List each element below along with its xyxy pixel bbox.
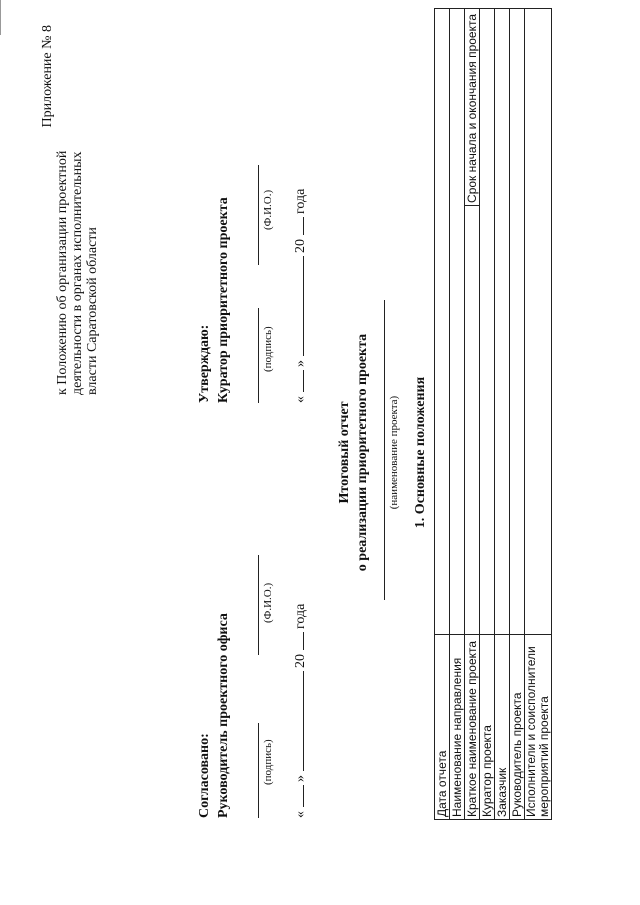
row-value-cell — [495, 9, 510, 635]
row-label: Краткое наименование проекта — [465, 635, 480, 820]
project-name-caption: (наименование проекта) — [388, 395, 400, 510]
row-label-line-1: Исполнители и соисполнители — [524, 646, 538, 817]
row-value-cell — [510, 9, 525, 635]
approved-date-line — [293, 189, 309, 403]
row-label-line-2: мероприятий проекта — [537, 696, 551, 817]
row-value-cell — [480, 9, 495, 635]
row-label: Заказчик — [495, 635, 510, 820]
agreed-position: Руководитель проектного офиса — [216, 613, 231, 818]
row-label — [525, 635, 552, 820]
agreed-signature-line — [258, 723, 259, 818]
row-label: Дата отчета — [435, 635, 450, 820]
table-row — [525, 9, 552, 820]
approved-year-suffix: года — [293, 188, 308, 214]
project-info-table — [434, 8, 552, 820]
annex-line-1: к Положению об организации проектной — [55, 150, 70, 395]
approved-signature-line — [258, 308, 259, 403]
row-value-cell — [450, 9, 465, 635]
project-name-line — [384, 300, 385, 600]
approved-heading: Утверждаю: — [197, 324, 212, 403]
table-row — [450, 9, 465, 820]
row-label: Наименование направления — [450, 635, 465, 820]
report-title: Итоговый отчет — [337, 401, 352, 504]
row-label: Руководитель проекта — [510, 635, 525, 820]
table-row — [510, 9, 525, 820]
scan-edge-line — [0, 0, 1, 35]
approved-fio-line — [258, 165, 259, 265]
annex-line-3: власти Саратовской области — [85, 227, 100, 395]
agreed-heading: Согласовано: — [197, 733, 212, 818]
row-value-cell — [435, 9, 450, 635]
approved-position: Куратор приоритетного проекта — [216, 197, 231, 403]
annex-title: Приложение № 8 — [40, 25, 55, 128]
agreed-fio-line — [258, 555, 259, 655]
agreed-date-open: « — [293, 811, 308, 818]
row-label: Куратор проекта — [480, 635, 495, 820]
table-row — [495, 9, 510, 820]
agreed-signature-caption: (подпись) — [262, 739, 274, 785]
agreed-date-line — [293, 604, 309, 818]
agreed-date-close: » — [293, 775, 308, 782]
table-row — [435, 9, 450, 820]
approved-year-prefix: 20 — [293, 239, 308, 253]
annex-header — [40, 25, 100, 395]
term-label: Срок начала и окончания проекта — [465, 9, 480, 206]
agreed-year-prefix: 20 — [293, 654, 308, 668]
approved-signature-caption: (подпись) — [262, 326, 274, 372]
approved-date-close: » — [293, 360, 308, 367]
row-value-cell — [525, 9, 552, 635]
section-title: 1. Основные положения — [413, 376, 428, 529]
annex-line-2: деятельности в органах исполнительных — [70, 151, 85, 395]
approved-fio-caption: (Ф.И.О.) — [262, 189, 274, 230]
row-value-cell — [465, 205, 480, 634]
report-subtitle: о реализации приоритетного проекта — [355, 333, 370, 572]
table-row — [480, 9, 495, 820]
approved-date-open: « — [293, 396, 308, 403]
agreed-fio-caption: (Ф.И.О.) — [262, 582, 274, 623]
agreed-year-suffix: года — [293, 603, 308, 629]
table-row — [465, 9, 480, 820]
